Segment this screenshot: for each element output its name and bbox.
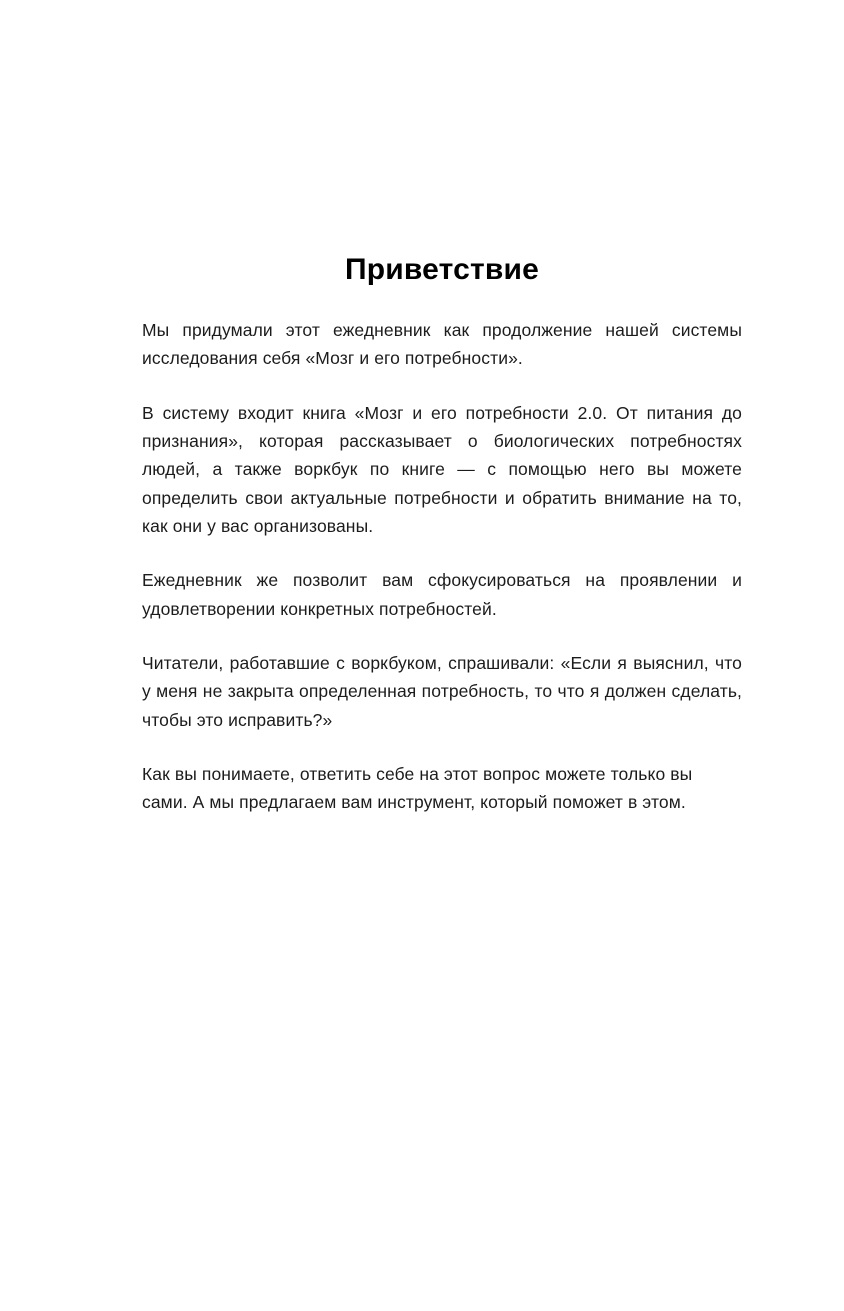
paragraph: Ежедневник же позволит вам сфокусироваться на проявлении и удовлетворении конкретных потребностей. bbox=[142, 570, 742, 619]
paragraph: Как вы понимаете, ответить себе на этот вопрос можете только вы сами. А мы предлагаем вам инструмент, который поможет в этом. bbox=[142, 764, 693, 813]
paragraph: В систему входит книга «Мозг и его потребности 2.0. От питания до признания», которая рассказывает о биологических потребностях людей, а также воркбук по книге — с помощью него вы можете определить свои актуальные потребности и обратить внимание на то, как они у вас организованы. bbox=[142, 402, 742, 537]
page-content bbox=[142, 252, 742, 817]
body-text bbox=[142, 316, 742, 817]
page-title: Приветствие bbox=[344, 253, 540, 286]
paragraph: Читатели, работавшие с воркбуком, спрашивали: «Если я выяснил, что у меня не закрыта определенная потребность, то что я должен сделать, чтобы это исправить?» bbox=[142, 653, 742, 730]
paragraph: Мы придумали этот ежедневник как продолжение нашей системы исследования себя «Мозг и его потребности». bbox=[142, 320, 742, 369]
